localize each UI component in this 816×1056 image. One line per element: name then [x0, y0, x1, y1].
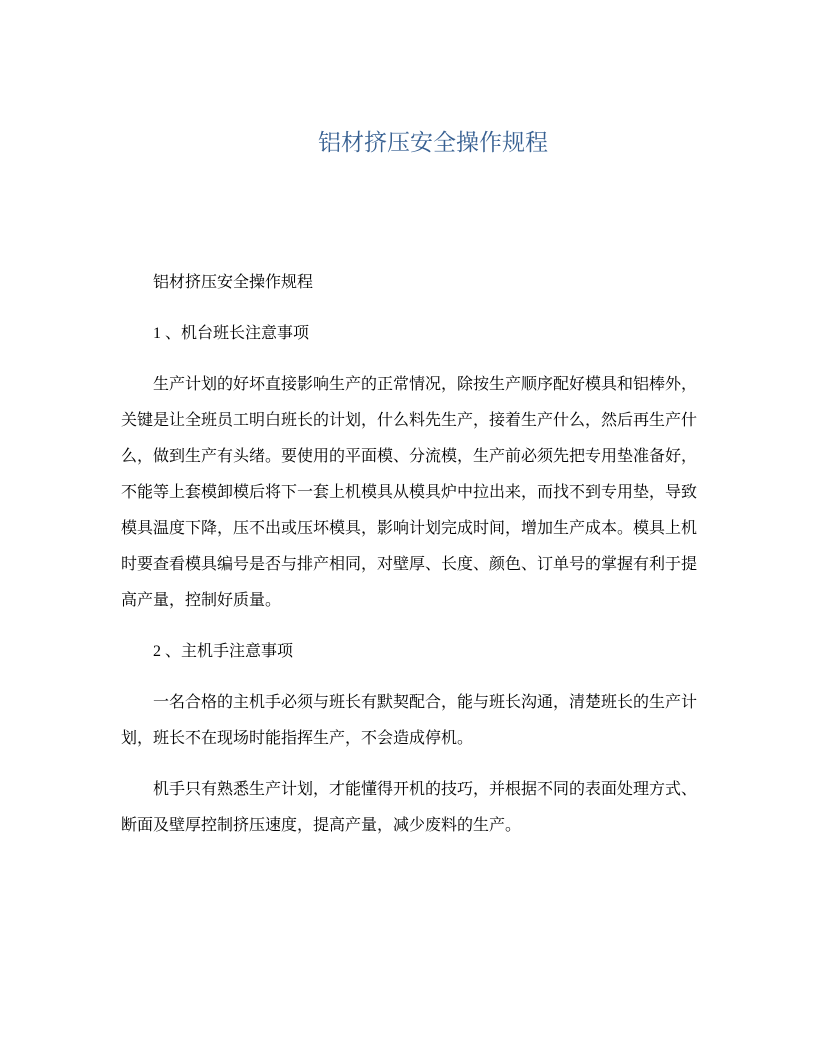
paragraph: 机手只有熟悉生产计划，才能懂得开机的技巧，并根据不同的表面处理方式、断面及壁厚控制挤压速度，提高产量，减少废料的生产。 [121, 781, 698, 834]
section-heading-1: 1 、机台班长注意事项 [153, 325, 310, 342]
paragraph-subtitle: 铝材挤压安全操作规程 [153, 274, 314, 291]
document-body [121, 265, 697, 859]
paragraph: 一名合格的主机手必须与班长有默契配合，能与班长沟通，清楚班长的生产计划，班长不在现场时能指挥生产，不会造成停机。 [121, 694, 698, 747]
document-title: 铝材挤压安全操作规程 [318, 130, 548, 155]
section-heading-2: 2 、主机手注意事项 [153, 643, 294, 660]
paragraph: 生产计划的好坏直接影响生产的正常情况，除按生产顺序配好模具和铝棒外，关键是让全班员工明白班长的计划，什么料先生产，接着生产什么，然后再生产什么，做到生产有头绪。要使用的平面模、分流模，生产前必须先把专用垫准备好，不能等上套模卸模后将下一套上机模具从模具炉中拉出来，而找不到专用垫，导致模具温度下降，压不出或压坏模具，影响计划完成时间，增加生产成本。模具上机时要查看模具编号是否与排产相同，对壁厚、长度、颜色、订单号的掌握有利于提高产量，控制好质量。 [121, 376, 698, 609]
